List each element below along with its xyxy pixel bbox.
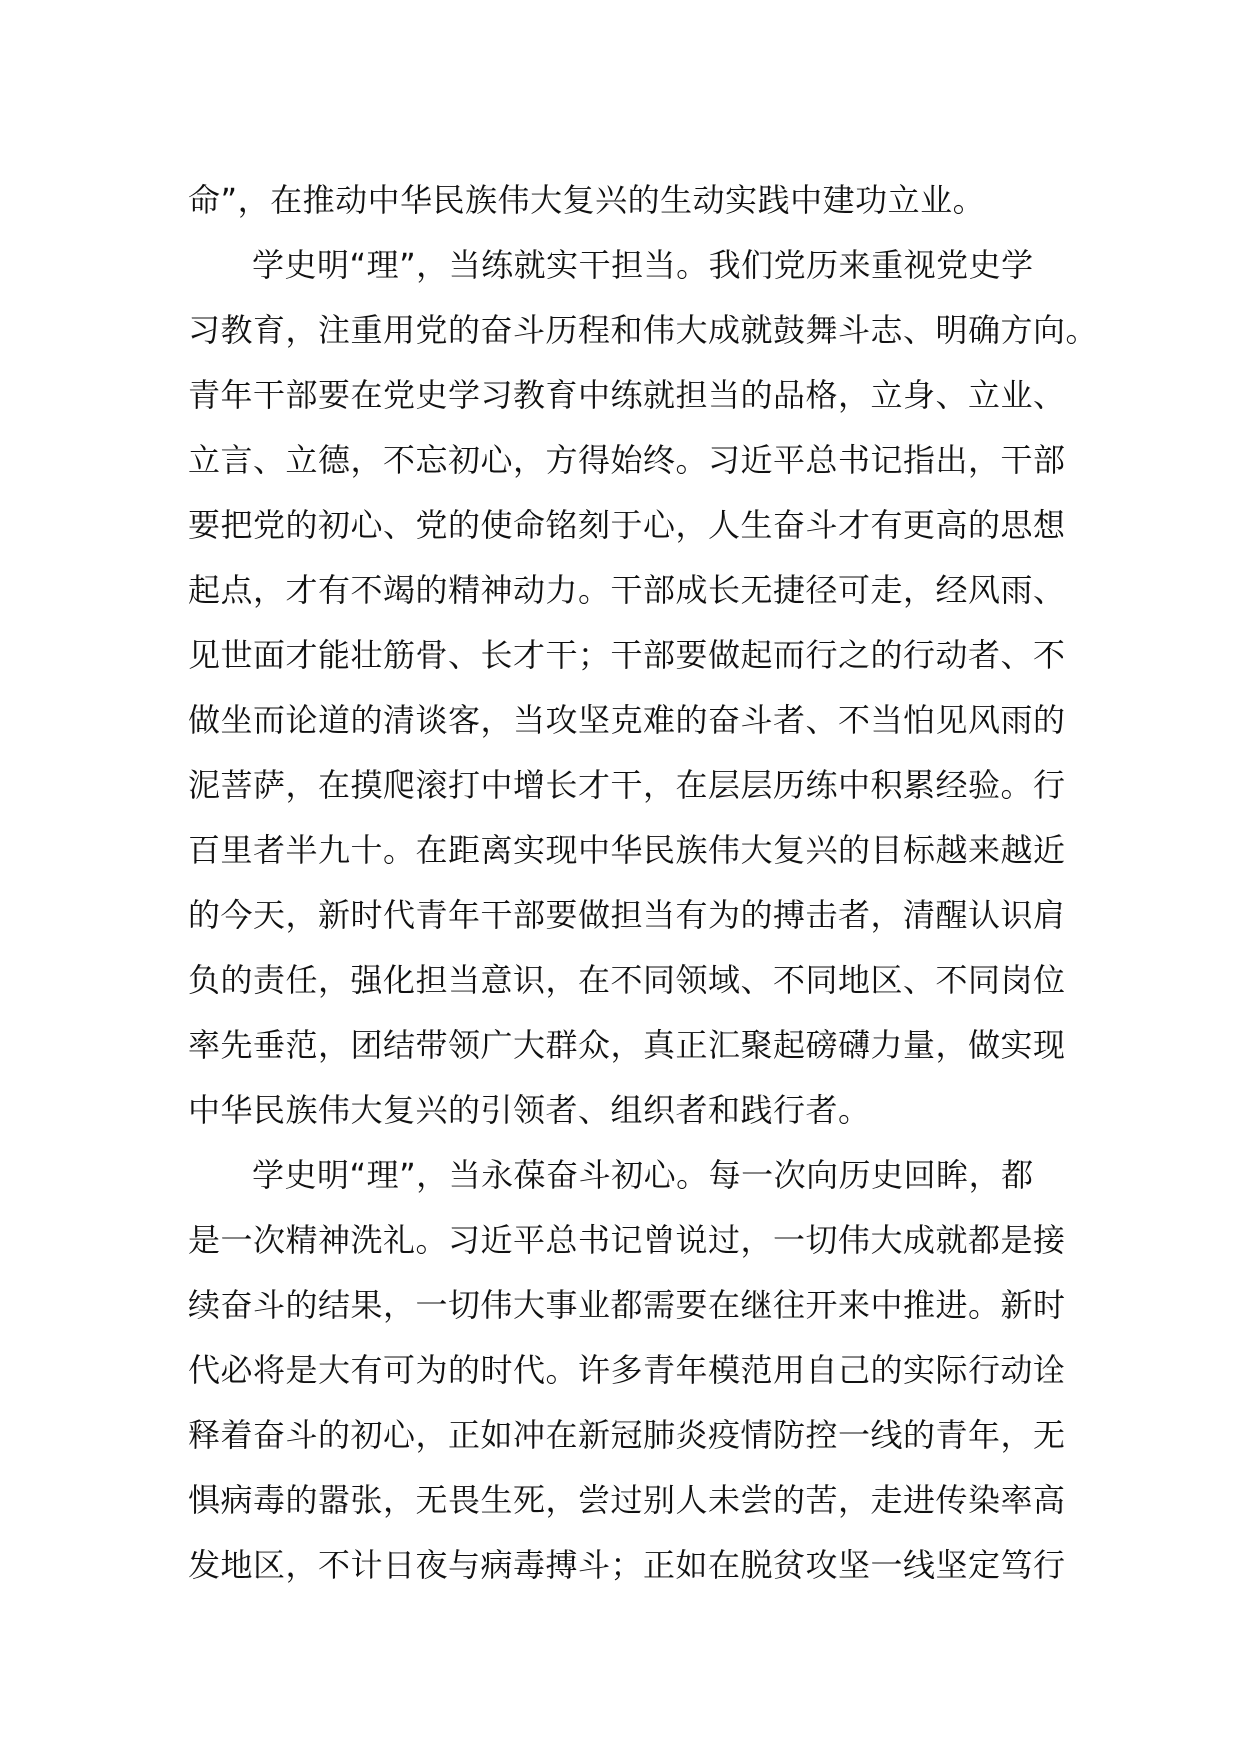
body-text [188, 168, 1099, 1598]
text-line: 起点，才有不竭的精神动力。干部成长无捷径可走，经风雨、 [188, 571, 1066, 609]
text-line: 习教育，注重用党的奋斗历程和伟大成就鼓舞斗志、明确方向。 [188, 311, 1099, 349]
text-line: 惧病毒的嚣张，无畏生死，尝过别人未尝的苦，走进传染率高 [188, 1481, 1066, 1519]
paragraph-first-line: 学史明“理”，当练就实干担当。我们党历来重视党史学 [252, 246, 1034, 284]
text-line: 是一次精神洗礼。习近平总书记曾说过，一切伟大成就都是接 [188, 1221, 1066, 1259]
text-line: 释着奋斗的初心，正如冲在新冠肺炎疫情防控一线的青年，无 [188, 1416, 1066, 1454]
paragraph-first-line: 学史明“理”，当永葆奋斗初心。每一次向历史回眸，都 [252, 1156, 1034, 1194]
text-line: 中华民族伟大复兴的引领者、组织者和践行者。 [188, 1091, 871, 1129]
text-line: 青年干部要在党史学习教育中练就担当的品格，立身、立业、 [188, 376, 1066, 414]
text-line: 续奋斗的结果，一切伟大事业都需要在继往开来中推进。新时 [188, 1286, 1066, 1324]
text-line: 负的责任，强化担当意识，在不同领域、不同地区、不同岗位 [188, 961, 1066, 999]
text-line: 的今天，新时代青年干部要做担当有为的搏击者，清醒认识肩 [188, 896, 1066, 934]
text-line: 代必将是大有可为的时代。许多青年模范用自己的实际行动诠 [188, 1351, 1066, 1389]
text-line: 见世面才能壮筋骨、长才干；干部要做起而行之的行动者、不 [188, 636, 1066, 674]
text-line: 百里者半九十。在距离实现中华民族伟大复兴的目标越来越近 [188, 831, 1066, 869]
text-line: 率先垂范，团结带领广大群众，真正汇聚起磅礴力量，做实现 [188, 1026, 1066, 1064]
text-line: 要把党的初心、党的使命铭刻于心，人生奋斗才有更高的思想 [188, 506, 1066, 544]
text-line: 泥菩萨，在摸爬滚打中增长才干，在层层历练中积累经验。行 [188, 766, 1066, 804]
text-line: 发地区，不计日夜与病毒搏斗；正如在脱贫攻坚一线坚定笃行 [188, 1546, 1066, 1584]
text-line: 立言、立德，不忘初心，方得始终。习近平总书记指出，干部 [188, 441, 1066, 479]
text-line: 做坐而论道的清谈客，当攻坚克难的奋斗者、不当怕见风雨的 [188, 701, 1066, 739]
text-line: 命”，在推动中华民族伟大复兴的生动实践中建功立业。 [188, 181, 986, 219]
